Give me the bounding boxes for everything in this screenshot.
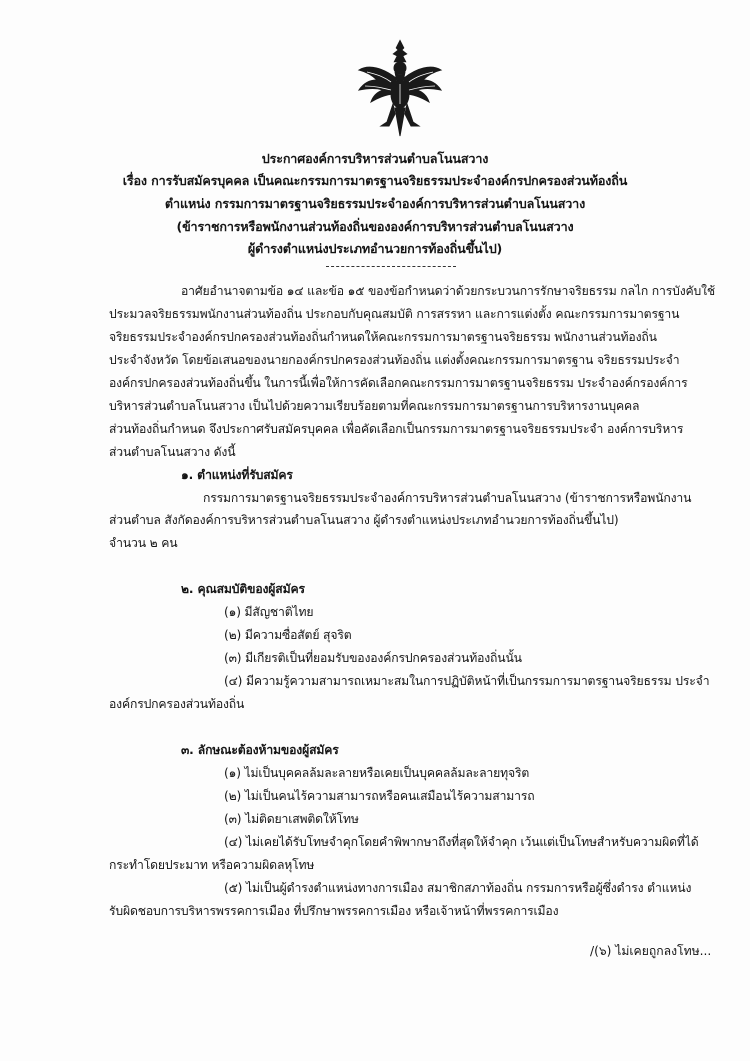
position-line: ตำแหน่ง กรรมการมาตรฐานจริยธรรมประจำองค์การบริหารส่วนตำบลโนนสวาง	[164, 196, 586, 211]
intro-line: อาศัยอำนาจตามข้อ ๑๔ และข้อ ๑๕ ของข้อกำหนดว่าด้วยกระบวนการรักษาจริยธรรม กลไก การบังคับใช้	[181, 284, 716, 298]
prohibition-item: (๔) ไม่เคยได้รับโทษจำคุกโดยคำพิพากษาถึงที่สุดให้จำคุก เว้นแต่เป็นโทษสำหรับความผิดที่ได้	[224, 835, 699, 849]
rank-line: ผู้ดำรงตำแหน่งประเภทอำนวยการท้องถิ่นขึ้นไป)	[247, 241, 503, 256]
section-1-count: จำนวน ๒ คน	[109, 536, 178, 550]
announcement-title: ประกาศองค์การบริหารส่วนตำบลโนนสวาง	[261, 151, 489, 166]
prohibition-item: (๓) ไม่ติดยาเสพติดให้โทษ	[224, 812, 359, 826]
prohibition-item: (๒) ไม่เป็นคนไร้ความสามารถหรือคนเสมือนไร้ความสามารถ	[224, 789, 535, 803]
prohibition-continuation: กระทำโดยประมาท หรือความผิดลหุโทษ	[109, 858, 315, 872]
intro-line: จริยธรรมประจำองค์กรปกครองส่วนท้องถิ่นกำหนดให้คณะกรรมการมาตรฐานจริยธรรม พนักงานส่วนท้องถิ่น	[109, 330, 657, 344]
intro-line: องค์กรปกครองส่วนท้องถิ่นขึ้น ในการนี้เพื่อให้การคัดเลือกคณะกรรมการมาตรฐานจริยธรรม ประจำองค์กรองค์การ	[109, 376, 688, 390]
section-1-line: ส่วนตำบล สังกัดองค์การบริหารส่วนตำบลโนนสวาง ผู้ดำรงตำแหน่งประเภทอำนวยการท้องถิ่นขึ้นไป)	[109, 513, 619, 527]
intro-line: บริหารส่วนตำบลโนนสวาง เป็นไปด้วยความเรียบร้อยตามที่คณะกรรมการมาตรฐานการบริหารงานบุคคล	[109, 399, 640, 413]
section-1-line: กรรมการมาตรฐานจริยธรรมประจำองค์การบริหารส่วนตำบลโนนสวาง (ข้าราชการหรือพนักงาน	[203, 491, 692, 505]
qualification-item: (๑) มีสัญชาติไทย	[224, 605, 314, 619]
eligibility-line: (ข้าราชการหรือพนักงานส่วนท้องถิ่นขององค์การบริหารส่วนตำบลโนนสวาง	[176, 219, 574, 234]
prohibition-item: (๑) ไม่เป็นบุคคลล้มละลายหรือเคยเป็นบุคคลล้มละลายทุจริต	[224, 766, 530, 780]
intro-line: ส่วนตำบลโนนสวาง ดังนี้	[109, 445, 236, 459]
qualification-item: (๔) มีความรู้ความสามารถเหมาะสมในการปฏิบัติหน้าที่เป็นกรรมการมาตรฐานจริยธรรม ประจำ	[224, 674, 710, 688]
intro-line: ประจำจังหวัด โดยข้อเสนอของนายกองค์กรปกครองส่วนท้องถิ่น แต่งตั้งคณะกรรมการมาตรฐาน จริยธรรมประจำ	[109, 353, 680, 367]
prohibition-item: (๕) ไม่เป็นผู้ดำรงตำแหน่งทางการเมือง สมาชิกสภาท้องถิ่น กรรมการหรือผู้ซึ่งดำรง ตำแหน่ง	[224, 881, 692, 895]
section-3-heading: ๓. ลักษณะต้องห้ามของผู้สมัคร	[181, 743, 339, 757]
section-1-heading: ๑. ตำแหน่งที่รับสมัคร	[181, 468, 293, 482]
section-2-heading: ๒. คุณสมบัติของผู้สมัคร	[181, 582, 305, 596]
subject-line: เรื่อง การรับสมัครบุคคล เป็นคณะกรรมการมาตรฐานจริยธรรมประจำองค์กรปกครองส่วนท้องถิ่น	[122, 173, 628, 188]
intro-line: ประมวลจริยธรรมพนักงานส่วนท้องถิ่น ประกอบกับคุณสมบัติ การสรรหา และการแต่งตั้ง คณะกรรมการมาตรฐาน	[109, 307, 680, 321]
qualification-continuation: องค์กรปกครองส่วนท้องถิ่น	[109, 697, 245, 711]
garuda-emblem-icon	[355, 38, 445, 138]
intro-line: ส่วนท้องถิ่นกำหนด จึงประกาศรับสมัครบุคคล เพื่อคัดเลือกเป็นกรรมการมาตรฐานจริยธรรมประจำ องค์การบริหาร	[109, 422, 684, 436]
continued-marker: /(๖) ไม่เคยถูกลงโทษ...	[590, 944, 712, 958]
qualification-item: (๓) มีเกียรติเป็นที่ยอมรับขององค์กรปกครองส่วนท้องถิ่นนั้น	[224, 651, 522, 665]
title-divider	[326, 266, 456, 267]
qualification-item: (๒) มีความซื่อสัตย์ สุจริต	[224, 628, 352, 642]
prohibition-continuation: รับผิดชอบการบริหารพรรคการเมือง ที่ปรึกษาพรรคการเมือง หรือเจ้าหน้าที่พรรคการเมือง	[109, 904, 559, 918]
